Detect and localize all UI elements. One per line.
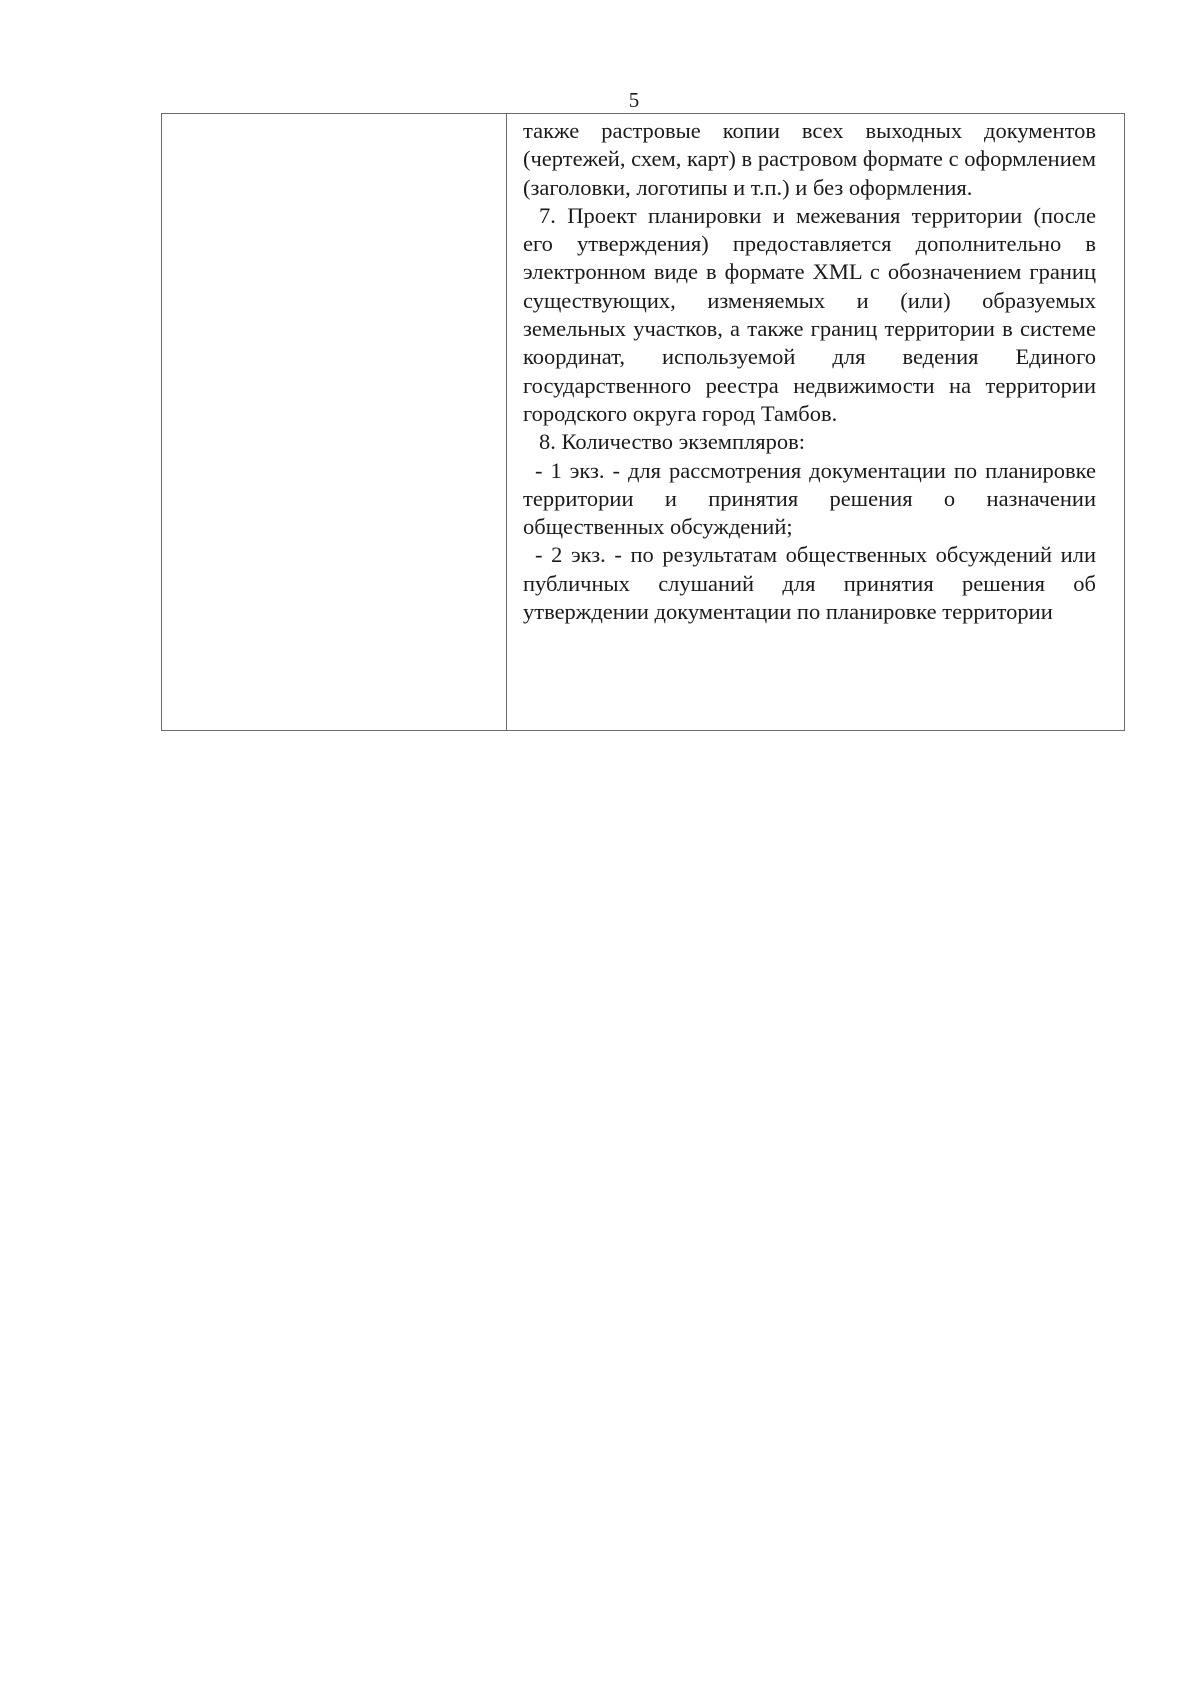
paragraph-item-7-xml-format: 7. Проект планировки и межевания территории (после его утверждения) предоставляется дополнительно в электронном виде в формате XML с обозначением границ существующих, изменяемых и (или) образуемых земельных участков, а также границ территории в системе координат, используемой для ведения Единого государственного реестра недвижимости на территории городского округа город Тамбов. — [523, 202, 1096, 426]
paragraph-item-8-copies: 8. Количество экземпляров: — [539, 429, 806, 455]
list-item-copies-1: - 1 экз. - для рассмотрения документации по планировке территории и принятия решения о назначении общественных обсуждений; — [523, 457, 1096, 540]
page-number: 5 — [628, 88, 640, 112]
list-item-copies-2: - 2 экз. - по результатам общественных обсуждений или публичных слушаний для принятия решения об утверждении документации по планировке территории — [523, 542, 1096, 625]
paragraph-raster-copies: также растровые копии всех выходных документов (чертежей, схем, карт) в растровом формате с оформлением (заголовки, логотипы и т.п.) и без оформления. — [523, 118, 1096, 200]
table-right-cell — [507, 114, 1124, 730]
table-left-cell — [162, 114, 507, 730]
document-table — [161, 113, 1125, 731]
